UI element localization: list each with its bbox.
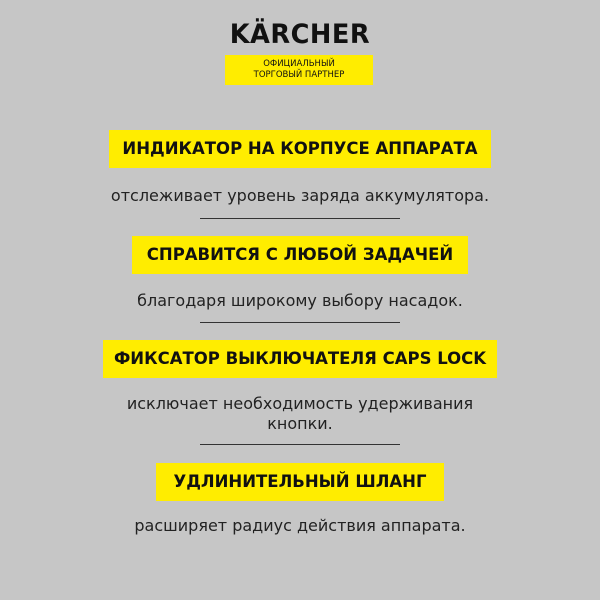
feature-title-indicator: ИНДИКАТОР НА КОРПУСЕ АППАРАТА (109, 130, 491, 168)
brand-logo: KÄRCHER (229, 19, 371, 50)
section-divider (200, 322, 400, 323)
partner-badge-line1: ОФИЦИАЛЬНЫЙ (263, 59, 335, 69)
feature-title-caps-lock: ФИКСАТОР ВЫКЛЮЧАТЕЛЯ CAPS LOCK (103, 340, 497, 378)
partner-badge-line2: ТОРГОВЫЙ ПАРТНЕР (253, 70, 345, 80)
section-divider (200, 444, 400, 445)
brand-header (0, 20, 600, 50)
feature-description-versatility: благодаря широкому выбору насадок. (137, 291, 463, 310)
feature-description-caps-lock-line2: кнопки. (267, 414, 333, 433)
official-partner-badge (225, 55, 373, 85)
feature-title-versatility: СПРАВИТСЯ С ЛЮБОЙ ЗАДАЧЕЙ (132, 236, 468, 274)
feature-description-caps-lock-line1: исключает необходимость удерживания (126, 394, 474, 413)
feature-title-extension-hose: УДЛИНИТЕЛЬНЫЙ ШЛАНГ (156, 463, 444, 501)
feature-description-extension-hose: расширяет радиус действия аппарата. (134, 516, 466, 535)
feature-description-indicator: отслеживает уровень заряда аккумулятора. (110, 186, 490, 205)
section-divider (200, 218, 400, 219)
